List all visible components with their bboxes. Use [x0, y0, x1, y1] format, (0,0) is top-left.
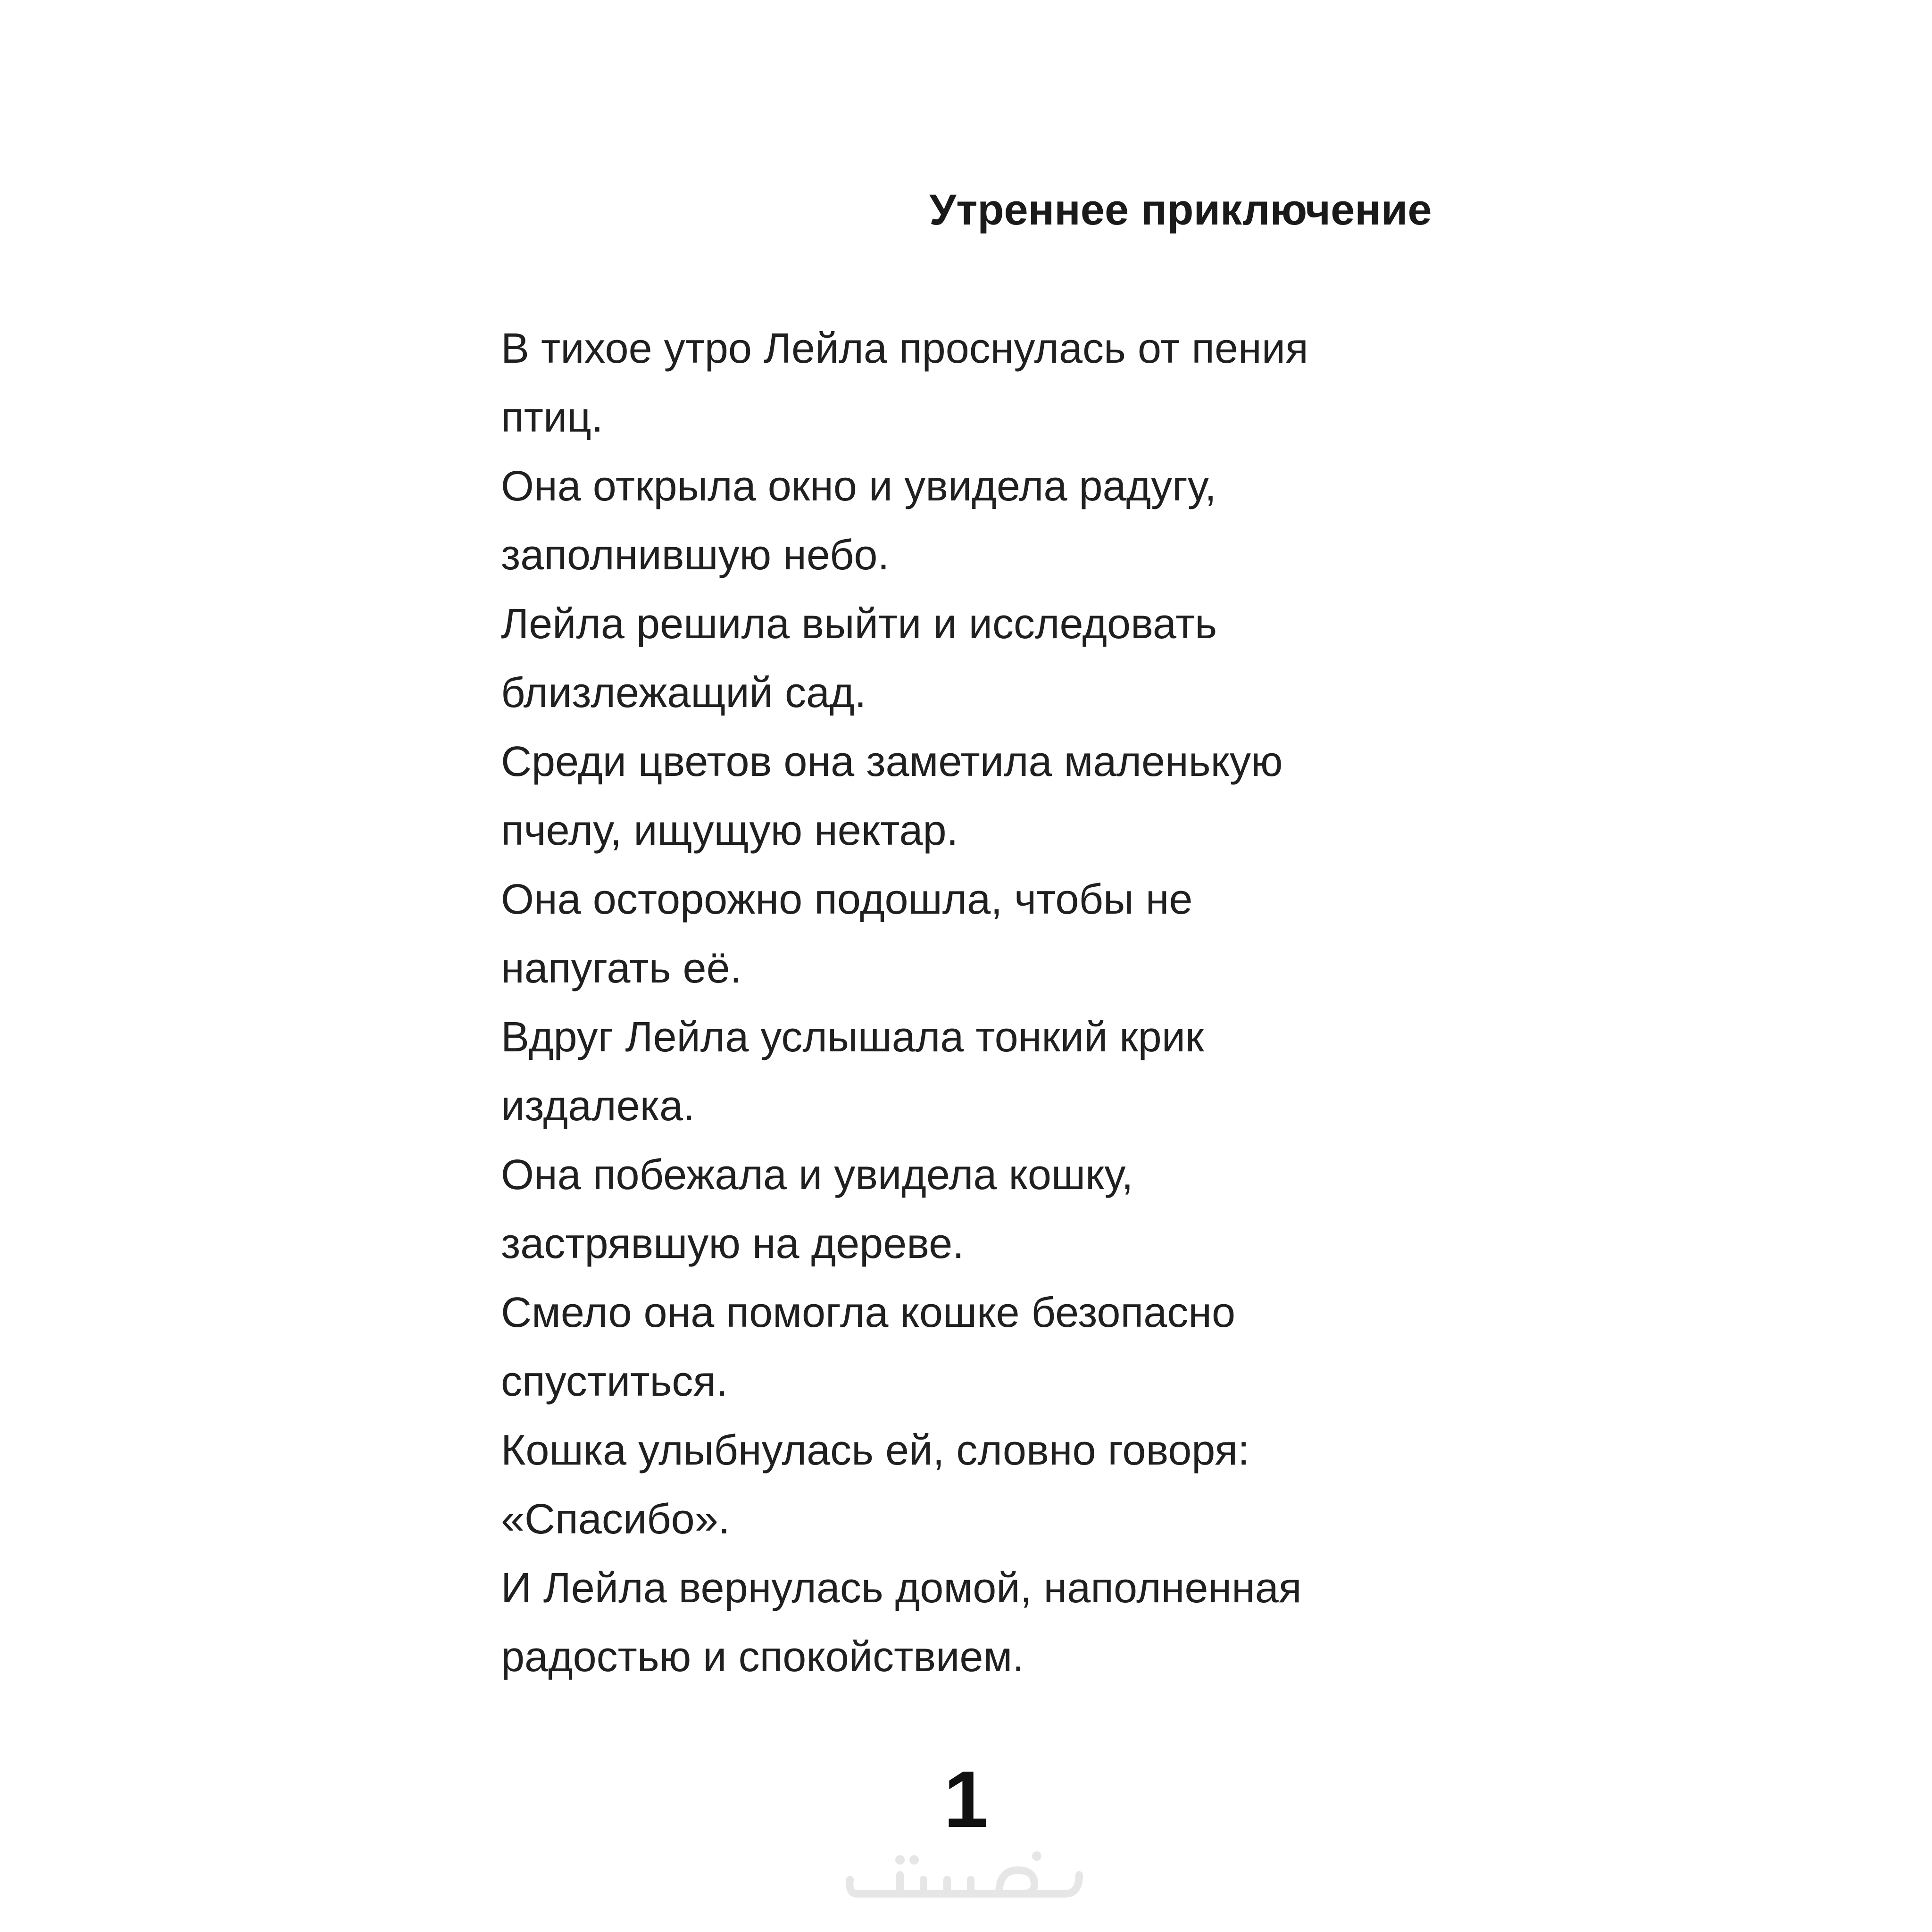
story-line: Она побежала и увидела кошку, — [501, 1151, 1133, 1199]
story-line: Она открыла окно и увидела радугу, — [501, 463, 1216, 510]
story-line: Среди цветов она заметила маленькую — [501, 738, 1283, 785]
watermark-logo — [0, 1842, 1932, 1917]
story-line: напугать её. — [501, 945, 742, 992]
story-line: спуститься. — [501, 1358, 728, 1405]
story-line: издалека. — [501, 1083, 695, 1130]
story-line: В тихое утро Лейла проснулась от пения — [501, 325, 1308, 372]
page-number: 1 — [943, 1755, 989, 1844]
story-text — [501, 314, 1463, 1691]
story-line: Кошка улыбнулась ей, словно говоря: — [501, 1427, 1250, 1474]
story-line: радостью и спокойствием. — [501, 1633, 1024, 1681]
story-line: Смело она помогла кошке безопасно — [501, 1289, 1236, 1336]
story-line: Она осторожно подошла, чтобы не — [501, 876, 1193, 923]
story-line: Лейла решила выйти и исследовать — [501, 600, 1217, 648]
watermark-logo-icon — [843, 1842, 1089, 1913]
story-line: заполнившую небо. — [501, 532, 890, 579]
story-line: И Лейла вернулась домой, наполненная — [501, 1565, 1302, 1612]
story-line: застрявшую на дереве. — [501, 1220, 965, 1267]
story-line: птиц. — [501, 394, 603, 441]
story-line: близлежащий сад. — [501, 669, 866, 716]
story-title: Утреннее приключение — [929, 186, 1432, 234]
story-line: «Спасибо». — [501, 1496, 730, 1543]
story-line: Вдруг Лейла услышала тонкий крик — [501, 1014, 1204, 1061]
story-line: пчелу, ищущую нектар. — [501, 807, 958, 854]
